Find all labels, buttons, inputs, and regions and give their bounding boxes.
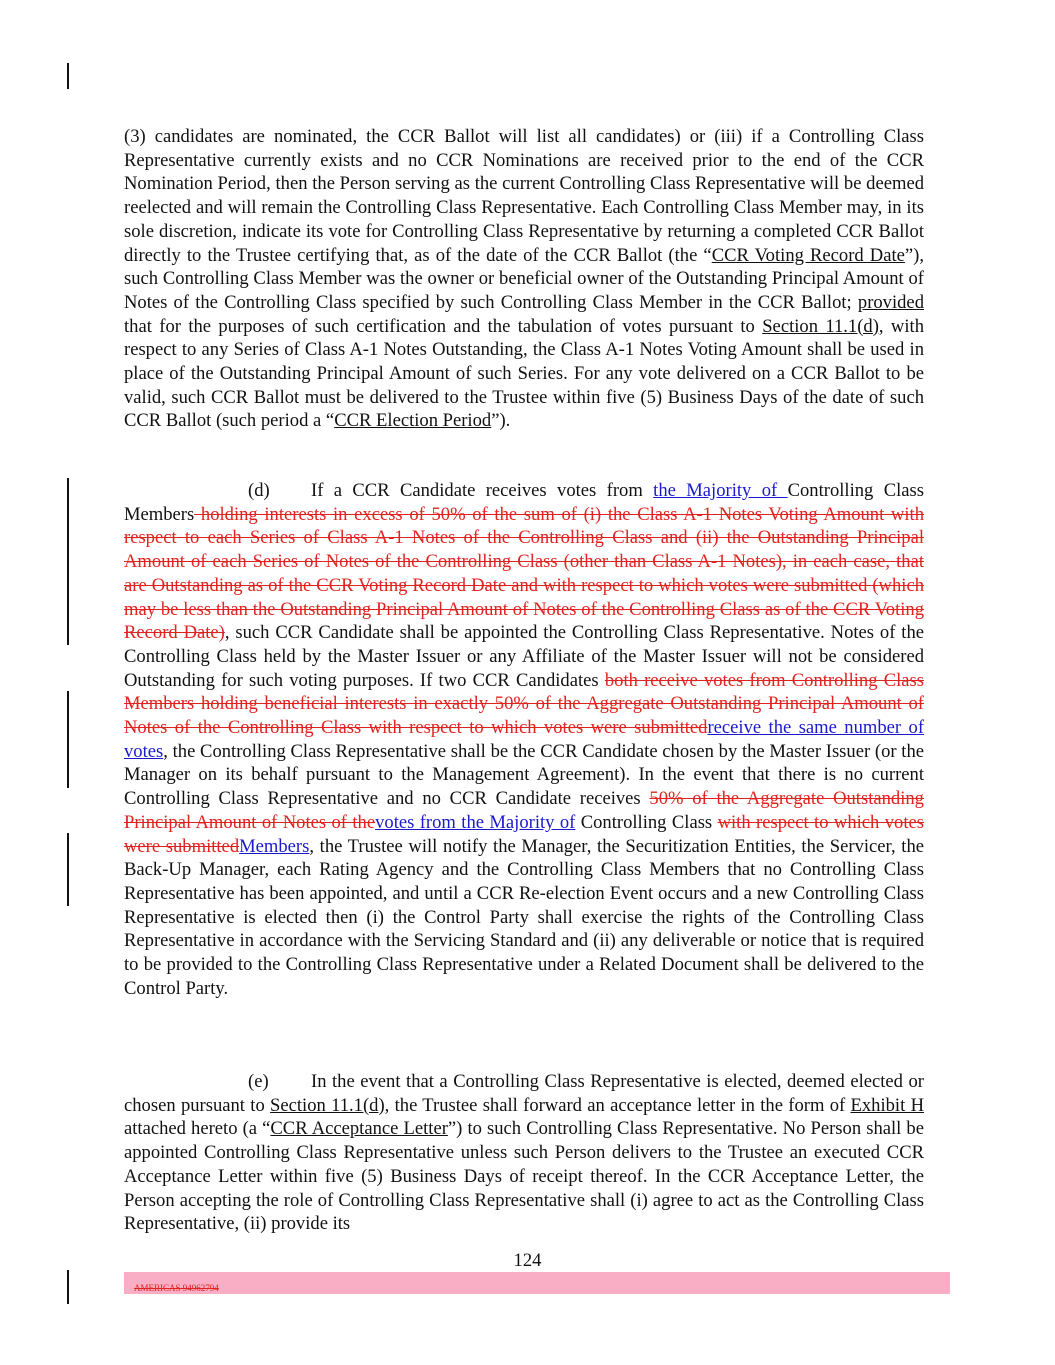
deleted-text: holding interests in excess of 50% of the sum of (i) the Class A-1 Notes Voting Amount with respect to each Series of Class A-1 Notes of the Controlling Class and (ii) the Outstanding Principal Amount of each Series of Notes of the Controlling Class (other than Class A-1 Notes), in each case, that are Outstanding as of the CCR Voting Record Date and with respect to which votes were submitted (which may be less than the Outstanding Principal Amount of Notes of the Controlling Class as of the CCR Voting Record Date)	[124, 503, 924, 644]
page-number: 124	[513, 1250, 542, 1271]
change-bar	[67, 833, 69, 906]
paragraph-e	[124, 1070, 924, 1236]
deleted-text: 50% of the Aggregate Outstanding Principal Amount of Notes of the	[124, 788, 924, 833]
text-run: , with respect to any Series of Class A-1 Notes Outstanding, the Class A-1 Notes Voting Amount shall be used in place of the Outstanding Principal Amount of such Series. For any vote delivered on a CCR Ballot to be valid, such CCR Ballot must be delivered to the Trustee within five (5) Business Days of the date of such CCR Ballot (such period a “	[124, 315, 924, 432]
exhibit-reference: Exhibit H	[850, 1094, 924, 1116]
defined-term-ccr-voting-record-date: CCR Voting Record Date	[711, 244, 905, 266]
change-bar	[67, 478, 69, 645]
deleted-text: with respect to which votes were submitted	[124, 811, 924, 857]
paragraph-label: (d)	[248, 480, 270, 501]
paragraph-d	[124, 479, 924, 1000]
paragraph-c-continuation	[124, 125, 924, 433]
text-run: (3) candidates are nominated, the CCR Ballot will list all candidates) or (iii) if a Controlling Class Representative currently exists and no CCR Nominations are received prior to the end of the CCR Nomination Period, then the Person serving as the current Controlling Class Representative will be deemed reelected and will remain the Controlling Class Representative. Each Controlling Class Member may, in its sole discretion, indicate its vote for Controlling Class Representative by returning a completed CCR Ballot directly to the Trustee certifying that, as of the date of the CCR Ballot (the “	[124, 126, 924, 266]
text-run: ”).	[491, 410, 511, 432]
text-run: Controlling Class Members	[124, 480, 925, 525]
section-reference: Section 11.1(d)	[762, 315, 879, 337]
text-run: , the Trustee will notify the Manager, the Securitization Entities, the Servicer, the Back-Up Manager, each Rating Agency and the Controlling Class Members that no Controlling Class Representative has been appointed, and until a CCR Re-election Event occurs and a new Controlling Class Representative is elected then (i) the Control Party shall exercise the rights of the Controlling Class Representative in accordance with the Servicing Standard and (ii) any deliverable or notice that is required to be provided to the Controlling Class Representative under a Related Document shall be delivered to the Control Party.	[124, 835, 924, 999]
section-reference: Section 11.1(d)	[270, 1094, 385, 1116]
inserted-text: the Majority of	[653, 480, 788, 501]
text-run: Controlling Class	[575, 811, 718, 833]
change-bar	[67, 1270, 69, 1304]
deleted-text: both receive votes from Controlling Class Members holding beneficial interests in exactly 50% of the Aggregate Outstanding Principal Amount of Notes of the Controlling Class with respect to which votes were submitted	[124, 669, 924, 739]
inserted-text: Members	[239, 835, 310, 857]
text-run: If a CCR Candidate receives votes from	[311, 480, 654, 501]
defined-term-ccr-election-period: CCR Election Period	[334, 410, 492, 432]
text-run: , such CCR Candidate shall be appointed the Controlling Class Representative. Notes of the Controlling Class held by the Master Issuer or any Affiliate of the Master Issuer will not be considered Outstanding for such voting purposes. If two CCR Candidates	[124, 622, 924, 691]
text-run: ”) to such Controlling Class Representative. No Person shall be appointed Controlling Class Representative unless such Person delivers to the Trustee an executed CCR Acceptance Letter within five (5) Business Days of receipt thereof. In the CCR Acceptance Letter, the Person accepting the role of Controlling Class Representative shall (i) agree to act as the Controlling Class Representative, (ii) provide its	[124, 1118, 924, 1235]
paragraph-label: (e)	[248, 1071, 269, 1092]
provided-term: provided	[857, 291, 924, 313]
text-run: , the Controlling Class Representative shall be the CCR Candidate chosen by the Master Issuer (or the Manager on its behalf pursuant to the Management Agreement). In the event that there is no current Controlling Class Representative and no CCR Candidate receives	[124, 740, 924, 810]
inserted-text: votes from the Majority of	[375, 811, 576, 833]
defined-term-ccr-acceptance-letter: CCR Acceptance Letter	[270, 1118, 448, 1140]
footer-band	[124, 1272, 950, 1294]
change-bar	[67, 63, 69, 89]
change-bar	[67, 691, 69, 788]
text-run: , the Trustee shall forward an acceptance letter in the form of	[384, 1094, 851, 1116]
text-run: In the event that a Controlling Class Representative is elected, deemed elected or chosen pursuant to	[124, 1071, 924, 1116]
inserted-text: receive the same number of votes	[124, 717, 925, 762]
text-run: attached hereto (a “	[124, 1118, 271, 1140]
text-run: that for the purposes of such certification and the tabulation of votes pursuant to	[124, 315, 763, 337]
document-id: AMERICAS 94962794	[134, 1283, 219, 1293]
text-run: ”), such Controlling Class Member was the owner or beneficial owner of the Outstanding Principal Amount of Notes of the Controlling Class specified by such Controlling Class Member in the CCR Ballot;	[124, 244, 924, 313]
